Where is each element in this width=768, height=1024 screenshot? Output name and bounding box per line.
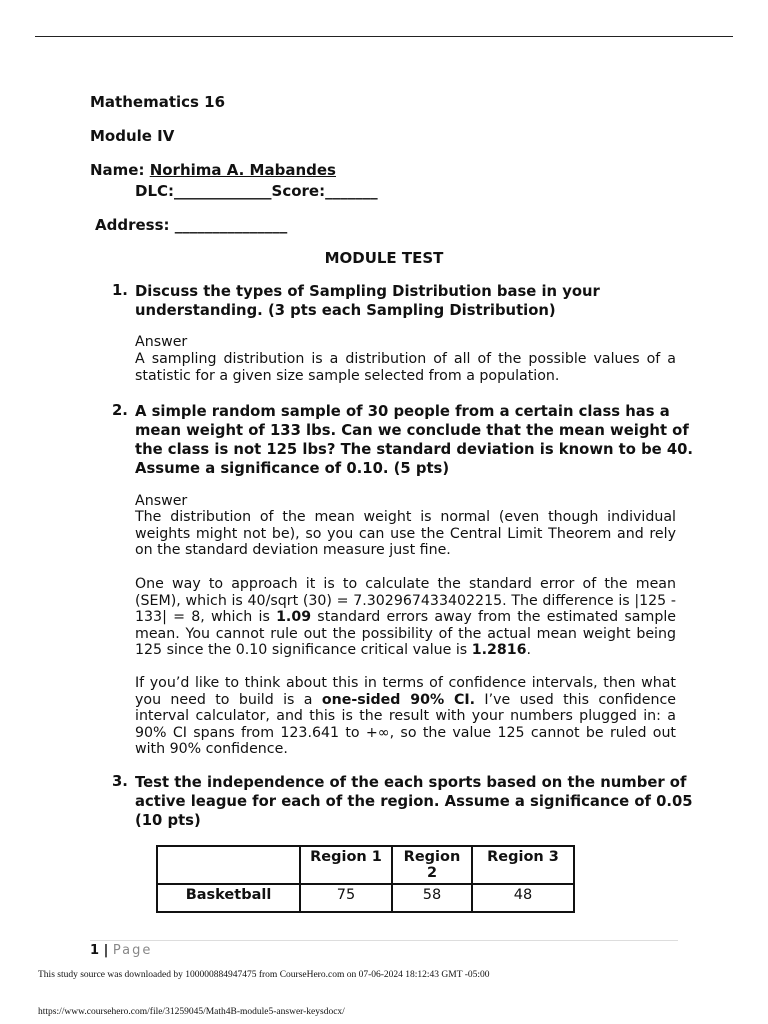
source-url[interactable]: https://www.coursehero.com/file/31259045/Math4B-module5-answer-keysdocx/ (38, 1007, 345, 1017)
answer-2-ci-type: one-sided 90% CI. (321, 691, 476, 708)
question-1-text (135, 282, 695, 320)
answer-2-para-3 (135, 675, 676, 758)
name-line (90, 160, 336, 180)
top-rule (35, 36, 733, 37)
dlc-score-line: DLC:_____________Score:_______ (135, 182, 378, 200)
page-separator: | (99, 943, 113, 958)
table-cell: 48 (472, 884, 574, 912)
question-2-number: 2. (112, 402, 128, 419)
table-header-cell: Region 1 (300, 846, 392, 884)
answer-2-para-1: The distribution of the mean weight is normal (even though individual weights might not be), so you can use the Central Limit Theorem and rely on the standard deviation measure just fine. (135, 509, 676, 558)
question-2-text (135, 402, 715, 478)
question-3-number: 3. (112, 773, 128, 790)
answer-2-para-2-text-a: One way to approach it is to calculate the standard error of the mean (SEM), which is 40/sqrt (30) = 7.302967433402215. The difference is |125 - 133| = 8, which is (135, 576, 676, 625)
answer-2-sem-count: 1.09 (276, 609, 312, 625)
table-row (157, 884, 574, 912)
question-2-line-2: mean weight of 133 lbs. Can we conclude that the mean weight of (135, 422, 689, 439)
question-1-line-1: Discuss the types of Sampling Distribution base in your (135, 283, 600, 300)
page-footer (90, 943, 152, 958)
table-header-cell: Region 2 (392, 846, 472, 884)
question-2-line-1: A simple random sample of 30 people from a certain class has a (135, 403, 670, 420)
footer-rule (90, 940, 678, 941)
question-2-line-3: the class is not 125 lbs? The standard deviation is known to be 40. (135, 441, 694, 458)
regions-table (156, 845, 575, 913)
answer-1-label: Answer (135, 334, 188, 350)
question-2-line-4: Assume a significance of 0.10. (5 pts) (135, 460, 450, 477)
question-3-text (135, 773, 715, 830)
answer-2-para-2-text-e: . (526, 642, 531, 658)
table-header-row (157, 846, 574, 884)
table-cell: Basketball (157, 884, 300, 912)
table-cell: 75 (300, 884, 392, 912)
student-name: Norhima A. Mabandes (149, 161, 336, 179)
source-notice: This study source was downloaded by 100000884947475 from CourseHero.com on 07-06-2024 18:12:43 GMT -05:00 (38, 970, 490, 980)
table-header-cell: Region 3 (472, 846, 574, 884)
question-1-number: 1. (112, 282, 128, 299)
page-word: Page (112, 943, 153, 958)
question-3-line-2: active league for each of the region. Assume a significance of 0.05 (135, 793, 693, 810)
page-number: 1 (90, 943, 100, 958)
module-label: Module IV (90, 127, 175, 145)
answer-2-label: Answer (135, 493, 188, 509)
answer-2-para-3-text-c: I’ve used this confidence interval calculator, and this is the result with your numbers plugged in: a 90% CI spans from 123.641 to +∞, so the value 125 cannot be ruled out with 90% confidence. (135, 691, 676, 757)
question-3-line-1: Test the independence of the each sports based on the number of (135, 774, 687, 791)
table-cell: 58 (392, 884, 472, 912)
table-header-cell (157, 846, 300, 884)
answer-1-text: A sampling distribution is a distribution of all of the possible values of a statistic for a given size sample selected from a population. (135, 351, 676, 384)
answer-2-para-3-text-a: If you’d like to think about this in terms of confidence intervals, then what you need to build is a (135, 675, 676, 708)
answer-2-critical-value: 1.2816 (471, 642, 527, 658)
answer-2-para-2 (135, 576, 676, 659)
course-title: Mathematics 16 (90, 93, 226, 111)
question-1-line-2: understanding. (3 pts each Sampling Distribution) (135, 302, 556, 319)
module-test-title: MODULE TEST (324, 249, 444, 267)
name-label: Name: (90, 161, 150, 179)
address-line: Address: _______________ (95, 216, 288, 234)
answer-2-para-2-text-c: standard errors away from the estimated sample mean. You cannot rule out the possibility of the actual mean weight being 125 since the 0.10 significance critical value is (135, 609, 676, 658)
question-3-line-3: (10 pts) (135, 812, 201, 829)
